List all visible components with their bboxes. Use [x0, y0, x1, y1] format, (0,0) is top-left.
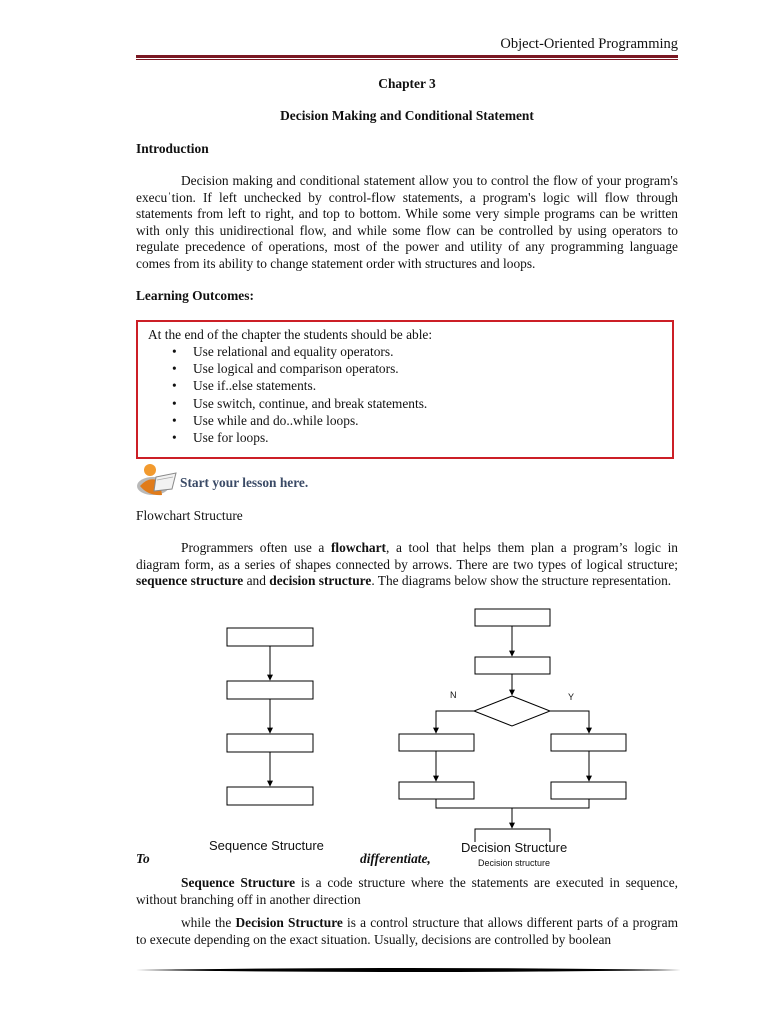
chapter-label: Chapter 3 — [378, 76, 436, 91]
sequence-definition — [136, 875, 678, 908]
sequence-step-box — [227, 787, 313, 805]
decision-no-box — [399, 782, 474, 799]
introduction-text: Decision making and conditional statement allow you to control the flow of your program's execuˈtion. If left unchecked by control-flow statements, a program's logic will flow through statements from left to right, and top to bottom. While some very simple programs can be written with only this unidirectional flow, and while some flow can be controlled by using operators to regulate precedence of operations, most of the power and utility of any programming language comes from its ability to change statement order with structures and loops. — [136, 173, 678, 271]
to-word: To — [136, 851, 150, 866]
introduction-paragraph — [136, 173, 678, 273]
sequence-structure-diagram — [227, 628, 313, 805]
and-word: and — [243, 573, 270, 589]
flowchart-structure-title: Flowchart Structure — [136, 508, 243, 523]
sequence-structure-term: sequence structure — [136, 573, 244, 589]
decision-diamond — [474, 696, 550, 726]
decision-structure-caption: Decision Structure — [461, 840, 568, 855]
introduction-heading: Introduction — [136, 141, 209, 156]
decision-no-box — [399, 734, 474, 751]
flowchart-text-start: Programmers often use a — [181, 540, 331, 555]
decision-yes-box — [551, 734, 626, 751]
yes-branch-label: Y — [568, 692, 575, 702]
flowchart-paragraph — [136, 540, 678, 590]
outcome-item: • Use for loops. — [172, 429, 662, 446]
flowchart-term: flowchart — [330, 540, 387, 555]
decision-definition-text: is a control structure that allows different parts of a program to execute depending on the exact situation. Usually, decisions are controlled by boolean — [136, 915, 678, 947]
no-branch-label: N — [450, 690, 457, 700]
decision-structure-term: decision structure — [269, 573, 372, 589]
differentiate-word: differentiate, — [360, 851, 431, 866]
decision-yes-branch — [550, 711, 589, 733]
sequence-definition-term: Sequence Structure — [181, 875, 296, 890]
decision-definition-term: Decision Structure — [235, 915, 343, 930]
decision-definition-lead: while the — [181, 915, 236, 930]
chapter-title: Decision Making and Conditional Statement — [280, 108, 534, 123]
outcome-item: • Use logical and comparison operators. — [172, 360, 662, 377]
decision-process-box — [475, 657, 550, 674]
header-rule-thin — [136, 59, 678, 60]
running-header: Object-Oriented Programming — [500, 36, 678, 52]
outcome-item: • Use switch, continue, and break statements. — [172, 395, 662, 412]
outcome-item: • Use if..else statements. — [172, 377, 662, 394]
outcome-item: • Use while and do..while loops. — [172, 412, 662, 429]
learning-outcomes-box — [136, 320, 674, 459]
footer-rule — [136, 967, 681, 973]
student-reading-icon — [136, 462, 178, 496]
learning-outcomes-heading: Learning Outcomes: — [136, 288, 254, 303]
decision-yes-box — [551, 782, 626, 799]
decision-merge-line — [436, 799, 589, 808]
decision-definition — [136, 915, 678, 948]
header-rule-thick — [136, 55, 678, 58]
outcomes-intro: At the end of the chapter the students should be able: — [148, 327, 433, 342]
decision-no-branch — [436, 711, 474, 733]
decision-structure-diagram — [399, 609, 626, 842]
outcome-item: • Use relational and equality operators. — [172, 343, 662, 360]
flowchart-text-end: . The diagrams below show the structure representation. — [371, 573, 672, 589]
sequence-step-box — [227, 628, 313, 646]
sequence-structure-caption: Sequence Structure — [209, 838, 324, 853]
sequence-definition-text: is a code structure where the statements are executed in sequence, without branching off in another direction — [136, 875, 679, 907]
flowchart-text-mid: , a tool that helps them plan a program’s logic in diagram form, as a series of shapes connected by arrows. There are two types of logical structure; — [136, 540, 679, 572]
lesson-prompt: Start your lesson here. — [180, 475, 309, 490]
sequence-step-box — [227, 681, 313, 699]
decision-structure-subcaption: Decision structure — [478, 858, 551, 868]
outcomes-list — [148, 343, 662, 446]
decision-start-box — [475, 609, 550, 626]
sequence-step-box — [227, 734, 313, 752]
